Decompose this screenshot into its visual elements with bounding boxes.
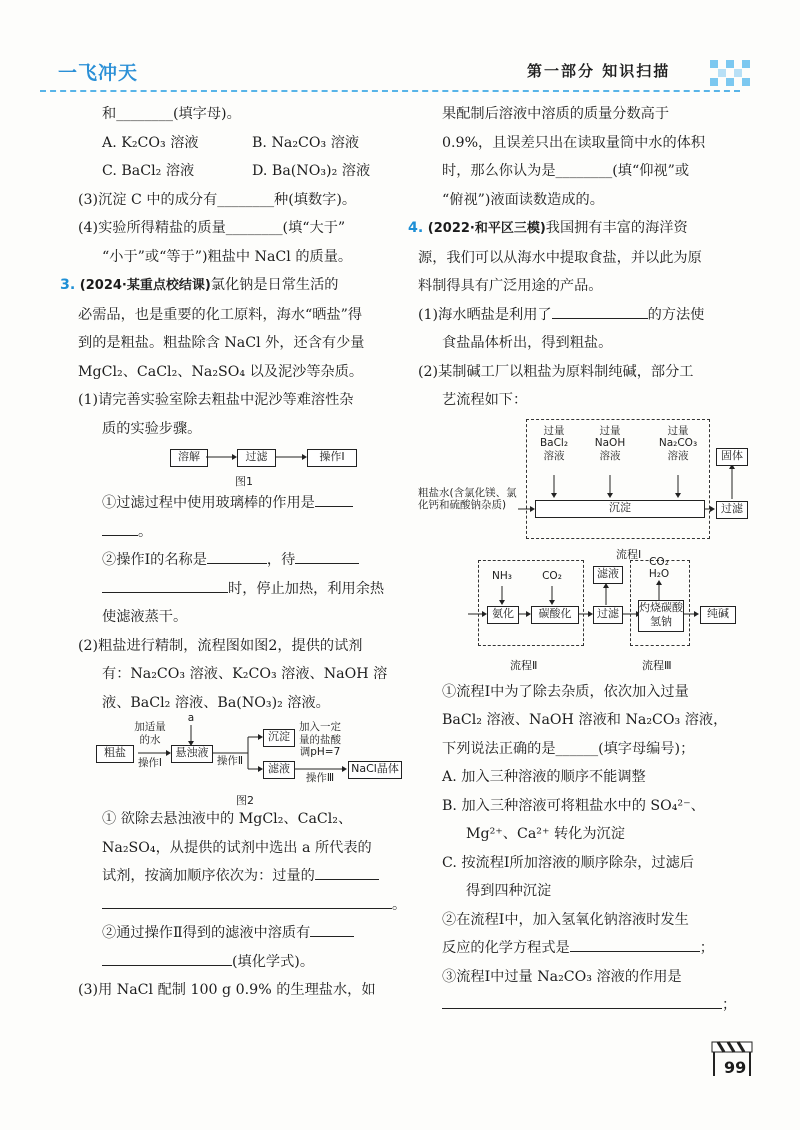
text-line: (1)请完善实验室除去粗盐中泥沙等难溶性杂: [78, 392, 354, 408]
flow3-caption: 流程Ⅲ: [642, 658, 672, 672]
fig2-acid-label: 加入一定量的盐酸调pH=7: [299, 721, 341, 758]
text-line: 必需品，也是重要的化工原料，海水“晒盐”得: [78, 306, 363, 323]
fig2-filtrate-box: 滤液: [263, 761, 295, 779]
flow2-filtrate-box: 滤液: [593, 566, 623, 584]
section-title: 第一部分 知识扫描: [527, 62, 671, 80]
text-line: ①流程Ⅰ中为了除去杂质，依次加入过量: [442, 683, 689, 700]
text-line: ③流程Ⅰ中过量 Na₂CO₃ 溶液的作用是: [442, 968, 682, 985]
option-d: D. Ba(NO₃)₂ 溶液: [252, 163, 371, 179]
text: 。: [392, 896, 407, 913]
problem-source-tag: (2022·和平区三模): [427, 221, 546, 236]
sub-question-1-cont: [78, 518, 403, 547]
text-line: ②在流程Ⅰ中，加入氢氧化钠溶液时发生: [442, 911, 689, 928]
option-c: C. BaCl₂ 溶液: [102, 163, 195, 179]
flow2-caption: 流程Ⅱ: [510, 658, 538, 672]
answer-blank[interactable]: [315, 863, 379, 880]
answer-blank[interactable]: [295, 547, 359, 564]
sub-question-2-cont: [78, 575, 403, 604]
figure-2: [78, 712, 403, 807]
sub-question-2: [78, 546, 403, 575]
text-line: 下列说法正确的是______(填字母编号)；: [442, 740, 695, 757]
option-b: B. 加入三种溶液可将粗盐水中的 SO₄²⁻、: [442, 797, 705, 814]
fig2-crude-salt-box: 粗盐: [96, 745, 134, 763]
text: 的方法使: [647, 306, 705, 323]
text-line: BaCl₂ 溶液、NaOH 溶液和 Na₂CO₃ 溶液，: [442, 712, 728, 728]
fig2-precipitate-box: 沉淀: [263, 729, 295, 747]
answer-blank[interactable]: [315, 490, 353, 507]
fig2-op1-label: 操作Ⅰ: [137, 757, 163, 769]
problem-number: 4.: [408, 220, 424, 236]
fig2-caption: 图2: [236, 794, 254, 807]
text-line: 时，那么你认为是________(填“仰视”或: [442, 163, 690, 179]
sub-question-3: [78, 862, 403, 891]
text-line: “俯视”)液面读数造成的。: [442, 191, 604, 208]
text-line: Na₂SO₄，从提供的试剂中选出 a 所代表的: [102, 839, 372, 856]
answer-blank[interactable]: [570, 935, 700, 952]
fig2-op3-label: 操作Ⅲ: [305, 772, 335, 784]
text-line: 有：Na₂CO₃ 溶液、K₂CO₃ 溶液、NaOH 溶: [102, 666, 388, 682]
flow3-soda-ash-box: 纯碱: [700, 606, 736, 624]
answer-blank[interactable]: [102, 949, 232, 966]
header-decoration-icon: [710, 60, 754, 86]
problem-4-heading: [408, 214, 753, 244]
text: ②操作Ⅰ的名称是: [102, 552, 207, 568]
text-line: ① 欲除去悬浊液中的 MgCl₂、CaCl₂、: [102, 811, 353, 827]
flow2-nh3-label: NH₃: [492, 569, 512, 582]
fig2-op2-label: 操作Ⅱ: [216, 755, 244, 767]
text: ；: [699, 940, 714, 956]
header-divider: [40, 90, 740, 92]
answer-blank[interactable]: [102, 576, 228, 593]
problem-source-tag: (2024·某重点校结课): [79, 278, 211, 293]
answer-blank[interactable]: [442, 992, 722, 1009]
question-4: (4)实验所得精盐的质量________(填“大于”: [78, 220, 346, 236]
logo-text: 一飞冲天: [58, 62, 139, 84]
flow1-reagent-bacl2: 过量 BaCl₂ 溶液: [539, 424, 569, 462]
fig1-caption: 图1: [235, 475, 253, 488]
flow2-filter-box: 过滤: [593, 606, 623, 624]
figure-1: [78, 443, 403, 489]
answer-blank[interactable]: [310, 920, 354, 937]
text: 时，停止加热，利用余热: [228, 580, 385, 597]
sub-question-2: [418, 934, 753, 963]
fig1-operation-box: 操作Ⅰ: [307, 449, 357, 467]
flow2-co2-label: CO₂: [542, 569, 562, 582]
answer-blank[interactable]: [552, 302, 648, 319]
flow1-reagent-naoh: 过量 NaOH 溶液: [594, 424, 626, 462]
text: (填化学式)。: [232, 953, 315, 970]
options-row: [78, 129, 403, 158]
option-b-cont: Mg²⁺、Ca²⁺ 转化为沉淀: [466, 826, 625, 842]
flow1-feed-label: 粗盐水(含氯化镁、氯化钙和硫酸钠杂质): [418, 486, 517, 511]
problem-3-heading: [60, 271, 403, 301]
text-line: 我国拥有丰富的海洋资: [545, 220, 688, 236]
left-column: [60, 100, 407, 1005]
fig1-dissolve-box: 溶解: [170, 449, 208, 467]
sub-question-4: [78, 919, 403, 948]
flow1-filter-box: 过滤: [716, 501, 748, 519]
text-line: (3)用 NaCl 配制 100 g 0.9% 的生理盐水，如: [78, 982, 376, 998]
text: ；: [722, 997, 737, 1013]
text: 试剂，按滴加顺序依次为：过量的: [102, 868, 315, 884]
answer-blank[interactable]: [207, 547, 267, 564]
text-line: 氯化钠是日常生活的: [210, 277, 339, 293]
problem-number: 3.: [60, 277, 76, 293]
answer-blank[interactable]: [102, 519, 138, 536]
option-a: A. K₂CO₃ 溶液: [102, 134, 199, 151]
question-1: [418, 301, 753, 330]
text: 。: [138, 523, 153, 540]
text-line: (2)粗盐进行精制，流程图如图2，提供的试剂: [78, 637, 363, 654]
option-b: B. Na₂CO₃ 溶液: [252, 134, 360, 151]
question-4-cont: “小于”或“等于”)粗盐中 NaCl 的质量。: [102, 248, 353, 265]
fig2-reagent-a-label: a: [187, 712, 195, 724]
option-c-cont: 得到四种沉淀: [466, 883, 552, 899]
text-line: 质的实验步骤。: [102, 420, 202, 437]
options-row: [78, 157, 403, 186]
text-line: MgCl₂、CaCl₂、Na₂SO₄ 以及泥沙等杂质。: [78, 363, 364, 380]
text-line: 使滤液蒸干。: [102, 609, 188, 625]
text: ②通过操作Ⅱ得到的滤液中溶质有: [102, 925, 311, 941]
brand-logo: [58, 58, 138, 85]
flow-1-diagram: [418, 415, 753, 560]
fig2-suspension-box: 悬浊液: [171, 745, 213, 763]
text: ①过滤过程中使用玻璃棒的作用是: [102, 495, 315, 511]
answer-blank[interactable]: [102, 892, 392, 909]
fig1-filter-box: 过滤: [237, 449, 276, 467]
flow2-ammoniation-box: 氨化: [487, 606, 519, 624]
flow1-caption: 流程Ⅰ: [616, 547, 642, 561]
right-column: [408, 100, 753, 1020]
flow3-products-label: CO₂ H₂O: [648, 555, 670, 580]
text-line: 到的是粗盐。粗盐除含 NaCl 外，还含有少量: [78, 335, 365, 351]
sub-question-4-cont: [78, 948, 403, 977]
text-line: 艺流程如下：: [442, 392, 528, 408]
fig2-water-label: 加适量的水: [134, 721, 166, 746]
option-c: C. 按流程Ⅰ所加溶液的顺序除杂，过滤后: [442, 854, 694, 871]
fig1-arrows: [206, 451, 386, 465]
text-line: (2)某制碱工厂以粗盐为原料制纯碱，部分工: [418, 363, 694, 380]
text-line: 料制得具有广泛用途的产品。: [418, 278, 603, 294]
text-line: 源，我们可以从海水中提取食盐，并以此为原: [418, 249, 702, 266]
text: (1)海水晒盐是利用了: [418, 306, 552, 323]
question-3: (3)沉淀 C 中的成分有________种(填数字)。: [78, 191, 357, 208]
text-line: 0.9%，且误差只出在读取量筒中水的体积: [442, 134, 706, 151]
text-line: 食盐晶体析出，得到粗盐。: [442, 335, 613, 351]
flow1-precipitation-box: 沉淀: [535, 500, 705, 518]
text-line: 果配制后溶液中溶质的质量分数高于: [442, 106, 670, 122]
flow-2-3-diagram: [418, 555, 753, 678]
text: ，待: [266, 552, 296, 568]
text-line: 液、BaCl₂ 溶液、Ba(NO₃)₂ 溶液。: [102, 694, 330, 711]
flow2-carbonation-box: 碳酸化: [531, 606, 579, 624]
sub-question-3-cont: [78, 891, 407, 920]
flow3-calcination-box: 灼烧碳酸氢钠: [638, 600, 684, 632]
flow1-solid-box: 固体: [716, 448, 748, 466]
fig2-crystal-box: NaCl晶体: [348, 761, 402, 779]
text-line: 和________(填字母)。: [102, 106, 241, 122]
option-a: A. 加入三种溶液的顺序不能调整: [442, 769, 646, 785]
text: 反应的化学方程式是: [442, 940, 570, 956]
sub-question-3: [418, 991, 753, 1020]
page-number: 99: [724, 1058, 747, 1077]
flow1-reagent-na2co3: 过量 Na₂CO₃ 溶液: [658, 424, 698, 462]
